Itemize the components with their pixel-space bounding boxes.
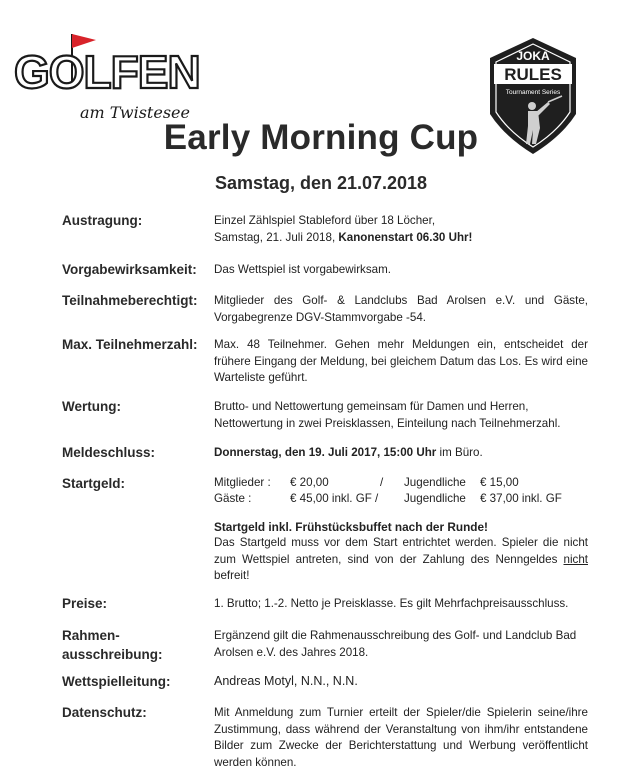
- austragung-start: Kanonenstart 06.30 Uhr!: [338, 230, 473, 244]
- startgeld-note: [214, 535, 588, 585]
- meldeschluss-label: Meldeschluss:: [62, 445, 156, 460]
- startgeld-label: Startgeld:: [62, 476, 126, 491]
- meldeschluss-place: im Büro.: [436, 446, 483, 459]
- fee-separator: /: [380, 476, 384, 489]
- fee-youth-label: Jugendliche: [404, 476, 466, 489]
- rahmen-label: [62, 626, 163, 664]
- golfen-logo: [10, 28, 200, 128]
- maxteil-label: Max. Teilnehmerzahl:: [62, 337, 198, 352]
- vorgabe-label: Vorgabewirksamkeit:: [62, 262, 197, 277]
- vorgabe-value: Das Wettspiel ist vorgabewirksam.: [214, 263, 391, 276]
- fee-guest-youth-amount: € 37,00 inkl. GF: [480, 492, 562, 505]
- fee-guest-youth-label: Jugendliche: [404, 492, 466, 505]
- event-date: Samstag, den 21.07.2018: [214, 173, 428, 193]
- meldeschluss-value: [214, 445, 588, 462]
- datenschutz-value: Mit Anmeldung zum Turnier erteilt der Spieler/die Spielerin seine/ihre Zustimmung, dass während der Veranstaltung von ihm/ihr entstandene Bilder zum Zwecke der Berichterstattung und Werbung veröffentlicht werden können.: [214, 706, 588, 769]
- teilnahme-label: Teilnahmeberechtigt:: [62, 293, 198, 308]
- rahmen-label-line2: ausschreibung:: [62, 647, 163, 662]
- tournament-series-text: Tournament Series: [505, 89, 561, 96]
- wertung-value: Brutto- und Nettowertung gemeinsam für Damen und Herren, Nettowertung in zwei Preisklassen, Einteilung nach Teilnehmerzahl.: [214, 400, 561, 430]
- fee-members-amount: € 20,00: [290, 476, 329, 489]
- austragung-date: Samstag, 21. Juli 2018,: [214, 230, 339, 244]
- preise-label: Preise:: [62, 596, 108, 611]
- austragung-value: [214, 213, 588, 246]
- fee-members-label: Mitglieder :: [214, 476, 271, 489]
- meldeschluss-date: Donnerstag, den 19. Juli 2017, 15:00 Uhr: [214, 446, 437, 459]
- wertung-label: Wertung:: [62, 399, 121, 414]
- rules-text: RULES: [504, 65, 562, 84]
- maxteil-value: Max. 48 Teilnehmer. Gehen mehr Meldungen ein, entscheidet der frühere Eingang der Meldung, bei gleichem Datum das Los. Es wird eine Warteliste geführt.: [214, 338, 588, 384]
- austragung-line2: [214, 230, 588, 247]
- golfen-logo-graphic: [10, 28, 200, 128]
- leitung-value: Andreas Motyl, N.N., N.N.: [214, 674, 358, 688]
- fee-guests-label: Gäste :: [214, 492, 252, 505]
- golfen-wordmark: GOLFEN: [14, 46, 200, 98]
- startgeld-note-text: Das Startgeld muss vor dem Start entrichtet werden. Spieler die nicht zum Wettspiel antreten, sind von der Zahlung des Nenngeldes: [214, 536, 588, 566]
- preise-value: 1. Brutto; 1.-2. Netto je Preisklasse. Es gilt Mehrfachpreisausschluss.: [214, 597, 569, 610]
- startgeld-breakfast: Startgeld inkl. Frühstücksbuffet nach der Runde!: [214, 520, 488, 534]
- fee-guests-amount: € 45,00 inkl. GF /: [290, 492, 379, 505]
- startgeld-note-bold: [214, 519, 588, 536]
- teilnahme-value: Mitglieder des Golf- & Landclubs Bad Arolsen e.V. und Gäste, Vorgabegrenze DGV-Stammvorgabe -54.: [214, 294, 588, 324]
- fee-youth-amount: € 15,00: [480, 476, 519, 489]
- austragung-line1: Einzel Zählspiel Stableford über 18 Löcher,: [214, 214, 436, 227]
- rahmen-value: Ergänzend gilt die Rahmenausschreibung des Golf- und Landclub Bad Arolsen e.V. des Jahres 2018.: [214, 629, 577, 659]
- rahmen-label-line1: Rahmen-: [62, 628, 120, 643]
- page-title: Early Morning Cup: [163, 118, 479, 157]
- austragung-label: Austragung:: [62, 213, 143, 228]
- leitung-label: Wettspielleitung:: [62, 674, 171, 689]
- startgeld-note-end: befreit!: [214, 569, 250, 582]
- joka-text: JOKA: [516, 49, 550, 63]
- golfen-tagline: am Twistesee: [80, 103, 190, 122]
- startgeld-note-underline: nicht: [563, 552, 588, 566]
- datenschutz-label: Datenschutz:: [62, 705, 147, 720]
